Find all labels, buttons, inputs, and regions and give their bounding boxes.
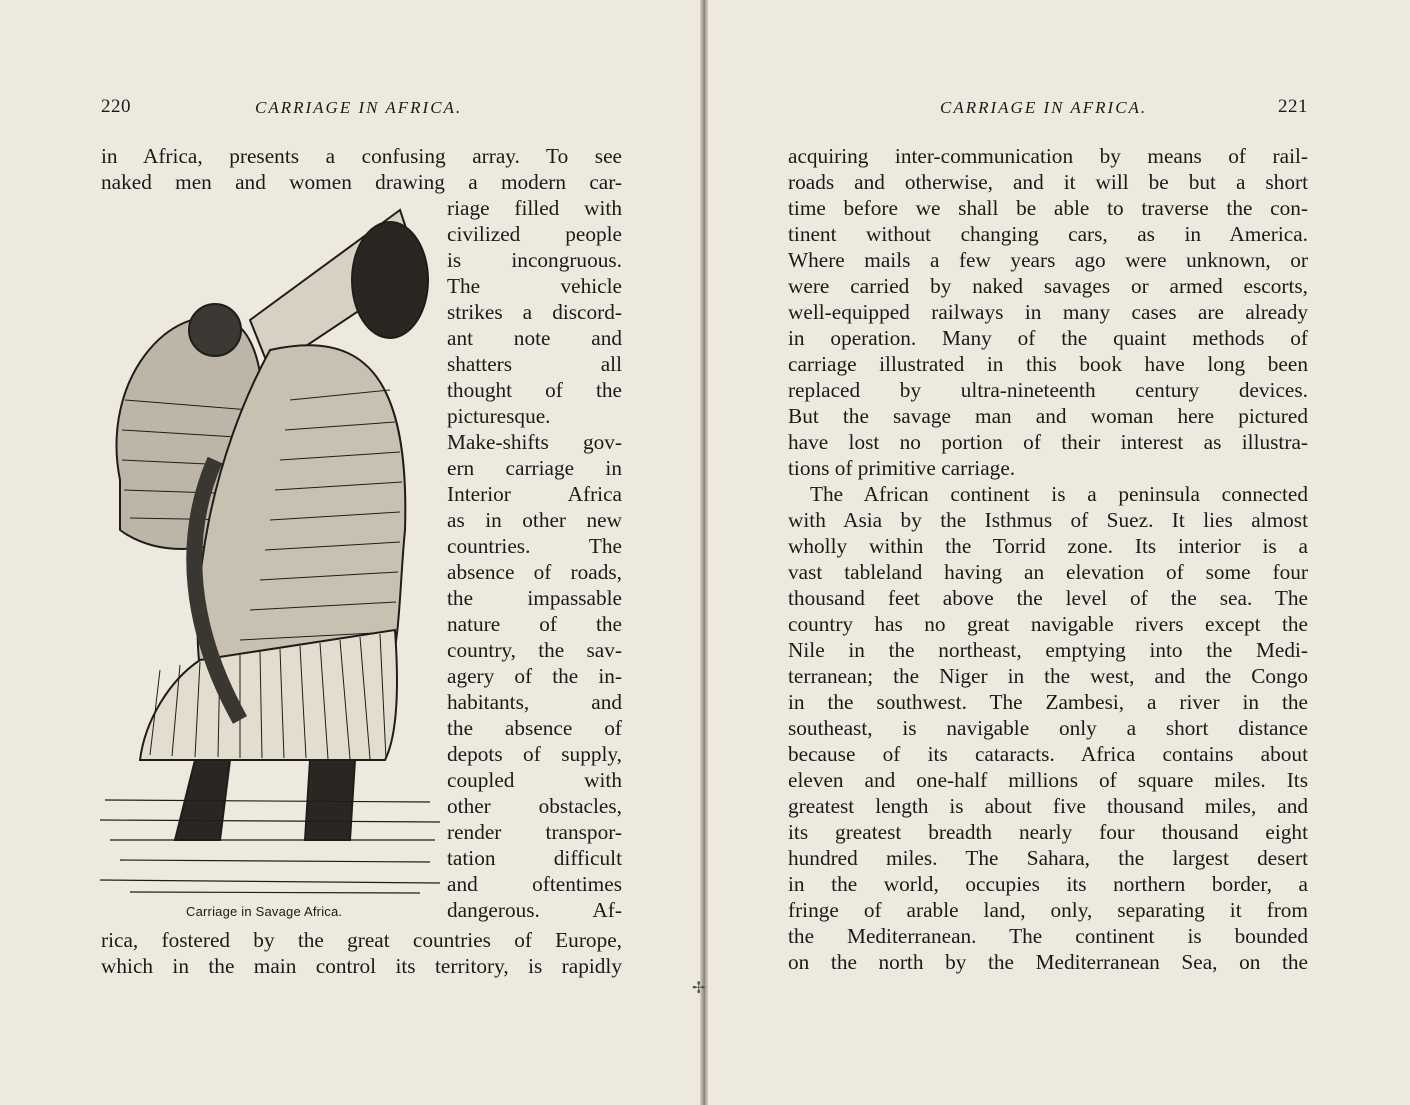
- text-line: with Asia by the Isthmus of Suez. It lies almost: [788, 508, 1308, 532]
- text-line: is incongruous.: [447, 248, 622, 272]
- text-line: because of its cataracts. Africa contains about: [788, 742, 1308, 766]
- text-line: time before we shall be able to traverse the con-: [788, 196, 1308, 220]
- text-line: the Mediterranean. The continent is bounded: [788, 924, 1308, 948]
- text-line: render transpor-: [447, 820, 622, 844]
- figure-caption: Carriage in Savage Africa.: [186, 904, 343, 919]
- text-line: picturesque.: [447, 404, 551, 428]
- text-line: dangerous. Af-: [447, 898, 622, 922]
- text-line: in operation. Many of the quaint methods of: [788, 326, 1308, 350]
- text-line: southeast, is navigable only a short distance: [788, 716, 1308, 740]
- text-line: the absence of: [447, 716, 622, 740]
- text-line: the impassable: [447, 586, 622, 610]
- text-line: in the southwest. The Zambesi, a river in the: [788, 690, 1308, 714]
- text-line: thousand feet above the level of the sea. The: [788, 586, 1308, 610]
- text-line: strikes a discord-: [447, 300, 622, 324]
- text-line: other obstacles,: [447, 794, 622, 818]
- text-line: in Africa, presents a confusing array. To see: [101, 144, 622, 168]
- text-line: agery of the in-: [447, 664, 622, 688]
- text-line: rica, fostered by the great countries of Europe,: [101, 928, 622, 952]
- text-line: Make-shifts gov-: [447, 430, 622, 454]
- text-line: well-equipped railways in many cases are already: [788, 300, 1308, 324]
- text-line: The African continent is a peninsula connected: [810, 482, 1308, 506]
- text-line: vast tableland having an elevation of some four: [788, 560, 1308, 584]
- text-line: hundred miles. The Sahara, the largest desert: [788, 846, 1308, 870]
- text-line: and oftentimes: [447, 872, 622, 896]
- text-line: ern carriage in: [447, 456, 622, 480]
- text-line: roads and otherwise, and it will be but a short: [788, 170, 1308, 194]
- text-line: Interior Africa: [447, 482, 622, 506]
- text-line: tation difficult: [447, 846, 622, 870]
- text-line: coupled with: [447, 768, 622, 792]
- text-line: terranean; the Niger in the west, and the Congo: [788, 664, 1308, 688]
- text-line: Where mails a few years ago were unknown, or: [788, 248, 1308, 272]
- text-line: naked men and women drawing a modern car-: [101, 170, 622, 194]
- text-line: thought of the: [447, 378, 622, 402]
- text-line: on the north by the Mediterranean Sea, on the: [788, 950, 1308, 974]
- right-running-head: CARRIAGE IN AFRICA.: [940, 98, 1148, 117]
- left-running-head: CARRIAGE IN AFRICA.: [255, 98, 463, 117]
- text-line: which in the main control its territory, is rapidly: [101, 954, 622, 978]
- text-line: shatters all: [447, 352, 622, 376]
- text-line: country has no great navigable rivers except the: [788, 612, 1308, 636]
- text-line: But the savage man and woman here pictured: [788, 404, 1308, 428]
- text-line: depots of supply,: [447, 742, 622, 766]
- text-line: civilized people: [447, 222, 622, 246]
- text-line: nature of the: [447, 612, 622, 636]
- left-page-number: 220: [101, 96, 131, 117]
- right-page-number: 221: [1278, 96, 1308, 117]
- text-line: absence of roads,: [447, 560, 622, 584]
- text-line: were carried by naked savages or armed escorts,: [788, 274, 1308, 298]
- woman-carrying-child-illustration: [100, 200, 440, 900]
- text-line: tions of primitive carriage.: [788, 456, 1016, 480]
- text-line: ant note and: [447, 326, 622, 350]
- text-line: in the world, occupies its northern border, a: [788, 872, 1308, 896]
- right-page: [708, 0, 1410, 1105]
- text-line: wholly within the Torrid zone. Its interior is a: [788, 534, 1308, 558]
- text-line: acquiring inter-communication by means of rail-: [788, 144, 1308, 168]
- text-line: carriage illustrated in this book have long been: [788, 352, 1308, 376]
- text-line: tinent without changing cars, as in America.: [788, 222, 1308, 246]
- left-page: [0, 0, 702, 1105]
- text-line: eleven and one-half millions of square miles. Its: [788, 768, 1308, 792]
- text-line: greatest length is about five thousand miles, and: [788, 794, 1308, 818]
- text-line: countries. The: [447, 534, 622, 558]
- text-line: The vehicle: [447, 274, 622, 298]
- text-line: as in other new: [447, 508, 622, 532]
- text-line: habitants, and: [447, 690, 622, 714]
- text-line: riage filled with: [447, 196, 622, 220]
- text-line: Nile in the northeast, emptying into the Medi-: [788, 638, 1308, 662]
- text-line: fringe of arable land, only, separating it from: [788, 898, 1308, 922]
- text-line: have lost no portion of their interest as illustra-: [788, 430, 1308, 454]
- text-line: country, the sav-: [447, 638, 622, 662]
- text-line: its greatest breadth nearly four thousand eight: [788, 820, 1308, 844]
- text-line: replaced by ultra-nineteenth century devices.: [788, 378, 1308, 402]
- binding-mark: ✢: [692, 980, 706, 997]
